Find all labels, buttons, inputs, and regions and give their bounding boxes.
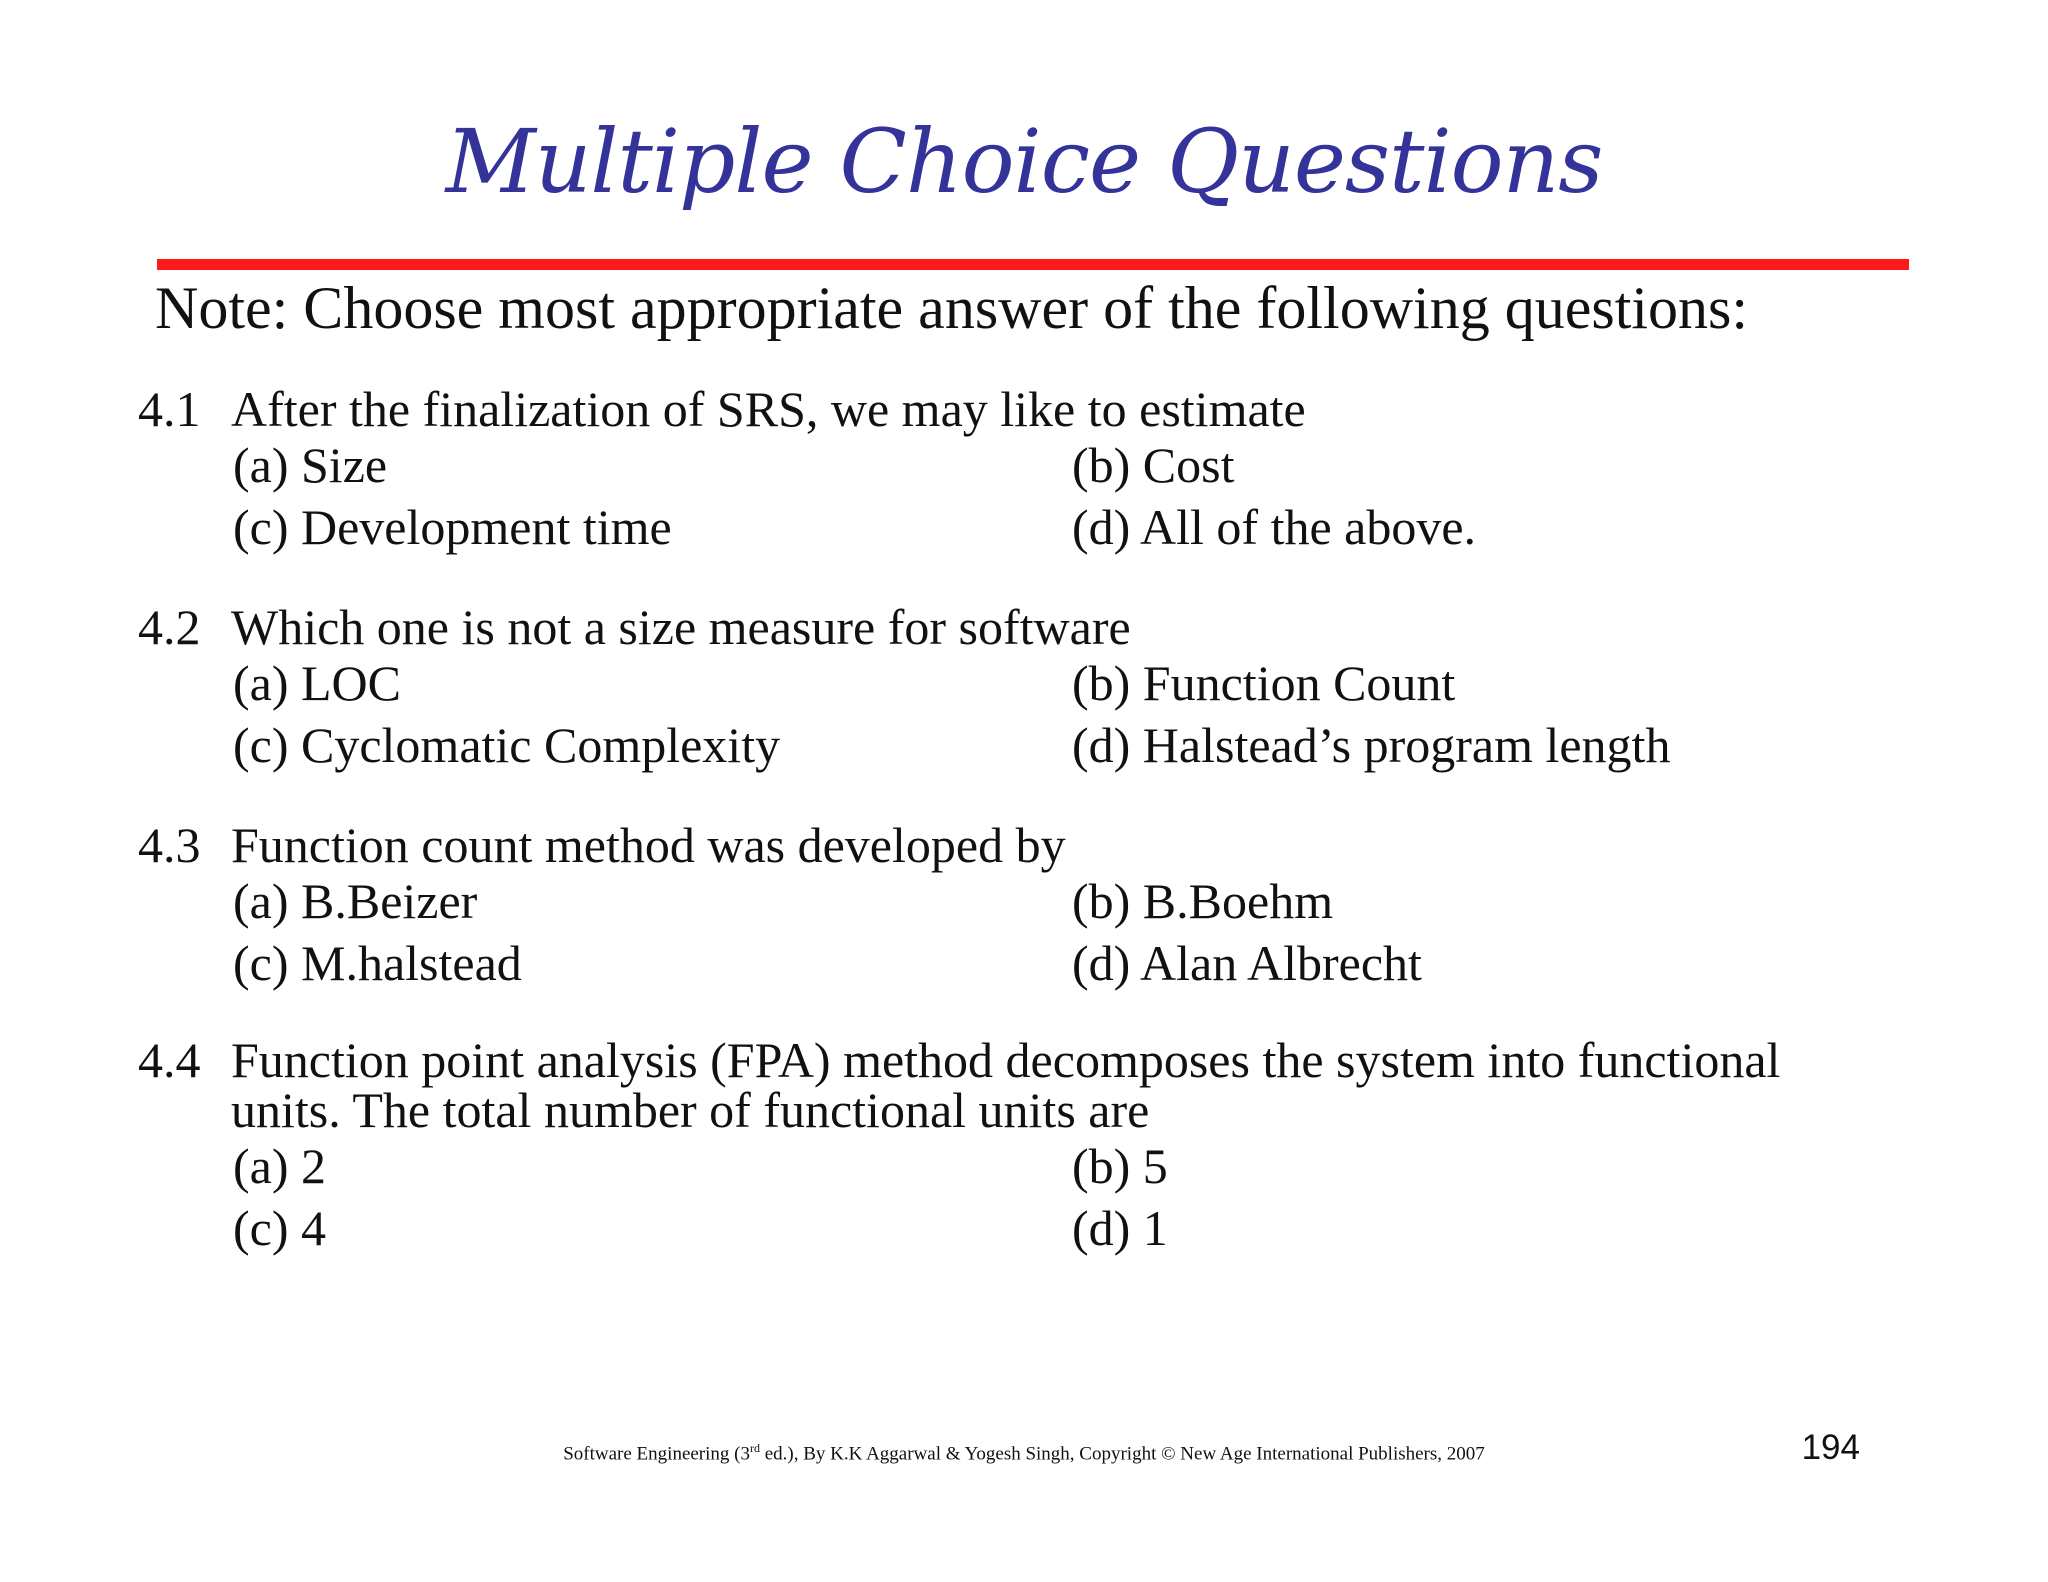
option-row <box>138 1135 1938 1197</box>
question-number: 4.2 <box>138 599 201 655</box>
question-text-continuation: units. The total number of functional units are <box>231 1082 1150 1138</box>
option-a: (a) 2 <box>233 1138 326 1194</box>
question-number: 4.1 <box>138 381 201 437</box>
option-row <box>138 714 1938 776</box>
question-4-3 <box>138 817 1938 994</box>
slide-title: Multiple Choice Questions <box>445 110 1603 213</box>
option-c: (c) M.halstead <box>233 935 522 991</box>
question-4-4 <box>138 1032 1938 1259</box>
footer-text-end: ed.), By K.K Aggarwal & Yogesh Singh, Copyright © New Age International Publishers, 2007 <box>760 1443 1485 1465</box>
instruction-note: Note: Choose most appropriate answer of the following questions: <box>155 275 1749 341</box>
question-4-2 <box>138 599 1938 776</box>
option-row <box>138 1197 1938 1259</box>
option-a: (a) LOC <box>233 655 401 711</box>
option-row <box>138 652 1938 714</box>
question-number: 4.3 <box>138 817 201 873</box>
question-number: 4.4 <box>138 1032 201 1088</box>
question-text: Function point analysis (FPA) method decomposes the system into functional <box>231 1032 1781 1088</box>
option-b: (b) B.Boehm <box>1072 873 1334 929</box>
option-a: (a) Size <box>233 437 388 493</box>
option-row <box>138 496 1938 558</box>
footer-text-start: Software Engineering (3 <box>563 1443 750 1465</box>
option-d: (d) 1 <box>1072 1200 1168 1256</box>
title-underline-rule <box>157 259 1909 270</box>
footer-superscript: rd <box>750 1441 760 1455</box>
question-stem <box>138 1032 1938 1088</box>
option-a: (a) B.Beizer <box>233 873 478 929</box>
option-d: (d) Halstead’s program length <box>1072 717 1671 773</box>
footer-citation <box>0 1441 2048 1465</box>
option-c: (c) Development time <box>233 499 672 555</box>
option-b: (b) Function Count <box>1072 655 1456 711</box>
option-c: (c) 4 <box>233 1200 326 1256</box>
question-text: Function count method was developed by <box>231 817 1066 873</box>
question-text: After the finalization of SRS, we may like to estimate <box>231 381 1306 437</box>
question-stem <box>138 599 1938 655</box>
option-b: (b) 5 <box>1072 1138 1168 1194</box>
option-d: (d) Alan Albrecht <box>1072 935 1422 991</box>
question-4-1 <box>138 381 1938 558</box>
option-d: (d) All of the above. <box>1072 499 1477 555</box>
question-stem <box>138 817 1938 873</box>
option-row <box>138 434 1938 496</box>
page-number: 194 <box>1801 1428 1860 1467</box>
option-row <box>138 870 1938 932</box>
option-row <box>138 932 1938 994</box>
option-c: (c) Cyclomatic Complexity <box>233 717 781 773</box>
question-stem <box>138 381 1938 437</box>
question-text: Which one is not a size measure for software <box>231 599 1131 655</box>
option-b: (b) Cost <box>1072 437 1235 493</box>
